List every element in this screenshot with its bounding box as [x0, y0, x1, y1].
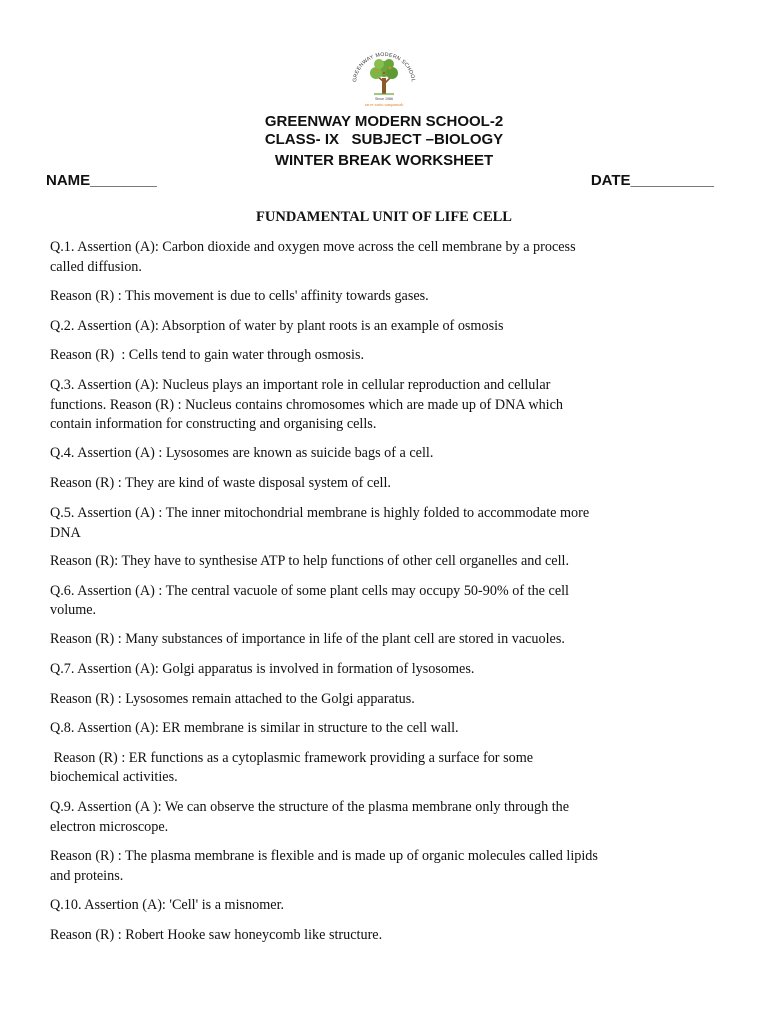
question-10-assertion: Q.10. Assertion (A): 'Cell' is a misnomer.	[50, 897, 285, 913]
question-9-reason-cont: and proteins.	[50, 868, 124, 884]
question-3-line-2: functions. Reason (R) : Nucleus contains chromosomes which are made up of DNA which	[50, 397, 564, 413]
question-8-reason-cont: biochemical activities.	[50, 769, 178, 785]
school-name: GREENWAY MODERN SCHOOL-2	[264, 113, 504, 130]
question-1-assertion: Q.1. Assertion (A): Carbon dioxide and oxygen move across the cell membrane by a process	[50, 239, 576, 255]
question-6-reason: Reason (R) : Many substances of importance in life of the plant cell are stored in vacuoles.	[50, 631, 565, 647]
question-8-assertion: Q.8. Assertion (A): ER membrane is similar in structure to the cell wall.	[50, 720, 459, 736]
question-4-reason: Reason (R) : They are kind of waste disposal system of cell.	[50, 475, 391, 491]
name-field[interactable]: NAME________	[46, 172, 157, 189]
question-1-assertion-cont: called diffusion.	[50, 259, 142, 275]
question-9-assertion-cont: electron microscope.	[50, 819, 169, 835]
class-subject: CLASS- IX SUBJECT –BIOLOGY	[264, 131, 504, 148]
question-3-line-1: Q.3. Assertion (A): Nucleus plays an important role in cellular reproduction and cellular	[50, 377, 551, 393]
chapter-title: FUNDAMENTAL UNIT OF LIFE CELL	[256, 209, 512, 225]
date-field[interactable]: DATE__________	[590, 172, 714, 189]
question-10-reason: Reason (R) : Robert Hooke saw honeycomb like structure.	[50, 927, 383, 943]
school-logo	[346, 42, 422, 116]
worksheet-title: WINTER BREAK WORKSHEET	[274, 152, 494, 169]
question-5-assertion-cont: DNA	[50, 525, 81, 541]
question-2-reason: Reason (R) : Cells tend to gain water through osmosis.	[50, 347, 365, 363]
logo-motto: sarve santu sampannah	[364, 102, 404, 107]
question-3-line-3: contain information for constructing and organising cells.	[50, 416, 377, 432]
question-8-reason: Reason (R) : ER functions as a cytoplasmic framework providing a surface for some	[50, 750, 534, 766]
question-9-assertion: Q.9. Assertion (A ): We can observe the structure of the plasma membrane only through the	[50, 799, 570, 815]
question-6-assertion: Q.6. Assertion (A) : The central vacuole of some plant cells may occupy 50-90% of the cell	[50, 583, 569, 599]
question-4-assertion: Q.4. Assertion (A) : Lysosomes are known as suicide bags of a cell.	[50, 445, 434, 461]
question-1-reason: Reason (R) : This movement is due to cells' affinity towards gases.	[50, 288, 429, 304]
question-5-reason: Reason (R): They have to synthesise ATP to help functions of other cell organelles and cell.	[50, 553, 570, 569]
question-9-reason: Reason (R) : The plasma membrane is flexible and is made up of organic molecules called lipids	[50, 848, 598, 864]
logo-year: Since 1986	[375, 97, 393, 101]
question-7-assertion: Q.7. Assertion (A): Golgi apparatus is involved in formation of lysosomes.	[50, 661, 475, 677]
question-7-reason: Reason (R) : Lysosomes remain attached to the Golgi apparatus.	[50, 691, 415, 707]
question-2-assertion: Q.2. Assertion (A): Absorption of water by plant roots is an example of osmosis	[50, 318, 504, 334]
question-5-assertion: Q.5. Assertion (A) : The inner mitochondrial membrane is highly folded to accommodate more	[50, 505, 590, 521]
logo-arc-text: GREENWAY MODERN SCHOOL	[352, 51, 416, 83]
question-6-assertion-cont: volume.	[50, 602, 97, 618]
